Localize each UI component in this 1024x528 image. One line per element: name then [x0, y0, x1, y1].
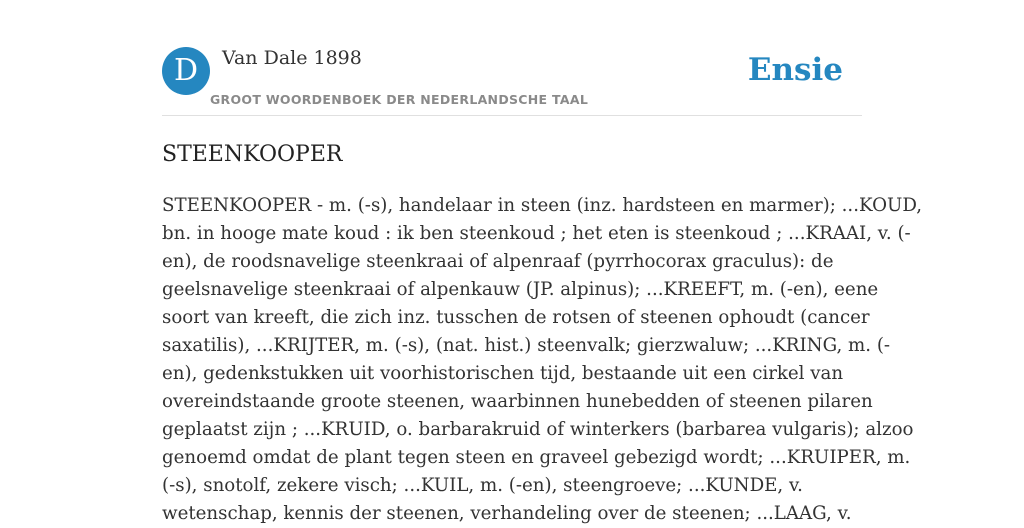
- definition-line: (-s), snotolf, zekere visch; ...KUIL, m. (-en), steengroeve; ...KUNDE, v.: [162, 475, 803, 496]
- definition-line: genoemd omdat de plant tegen steen en graveel gebezigd wordt; ...KRUIPER, m.: [162, 447, 911, 468]
- header-divider: [162, 115, 862, 116]
- entry-title: STEENKOOPER: [162, 142, 343, 167]
- definition-line: bn. in hooge mate koud : ik ben steenkoud ; het eten is steenkoud ; ...KRAAI, v. (-: [162, 223, 911, 244]
- definition-line: overeindstaande groote steenen, waarbinnen hunebedden of steenen pilaren: [162, 391, 873, 412]
- dictionary-header: [162, 46, 862, 116]
- definition-line: geelsnavelige steenkraai of alpenkauw (JP. alpinus); ...KREEFT, m. (-en), eene: [162, 279, 879, 300]
- brand-logo[interactable]: Ensie: [747, 52, 843, 88]
- dictionary-subtitle: GROOT WOORDENBOEK DER NEDERLANDSCHE TAAL: [210, 92, 589, 107]
- definition-line: soort van kreeft, die zich inz. tusschen de rotsen of steenen ophoudt (cancer: [162, 307, 870, 328]
- definition-line: geplaatst zijn ; ...KRUID, o. barbarakruid of winterkers (barbarea vulgaris); alzoo: [162, 419, 914, 440]
- dictionary-logo[interactable]: D: [162, 47, 210, 95]
- entry-definition: [162, 192, 923, 528]
- dictionary-title[interactable]: Van Dale 1898: [222, 47, 362, 69]
- definition-line: saxatilis), ...KRIJTER, m. (-s), (nat. hist.) steenvalk; gierzwaluw; ...KRING, m. (-: [162, 335, 891, 356]
- definition-line: en), gedenkstukken uit voorhistorischen tijd, bestaande uit een cirkel van: [162, 363, 844, 384]
- definition-line: STEENKOOPER - m. (-s), handelaar in steen (inz. hardsteen en marmer); ...KOUD,: [162, 195, 923, 216]
- definition-line: en), de roodsnavelige steenkraai of alpenraaf (pyrrhocorax graculus): de: [162, 251, 834, 272]
- definition-line: wetenschap, kennis der steenen, verhandeling over de steenen; ...LAAG, v.: [162, 503, 852, 524]
